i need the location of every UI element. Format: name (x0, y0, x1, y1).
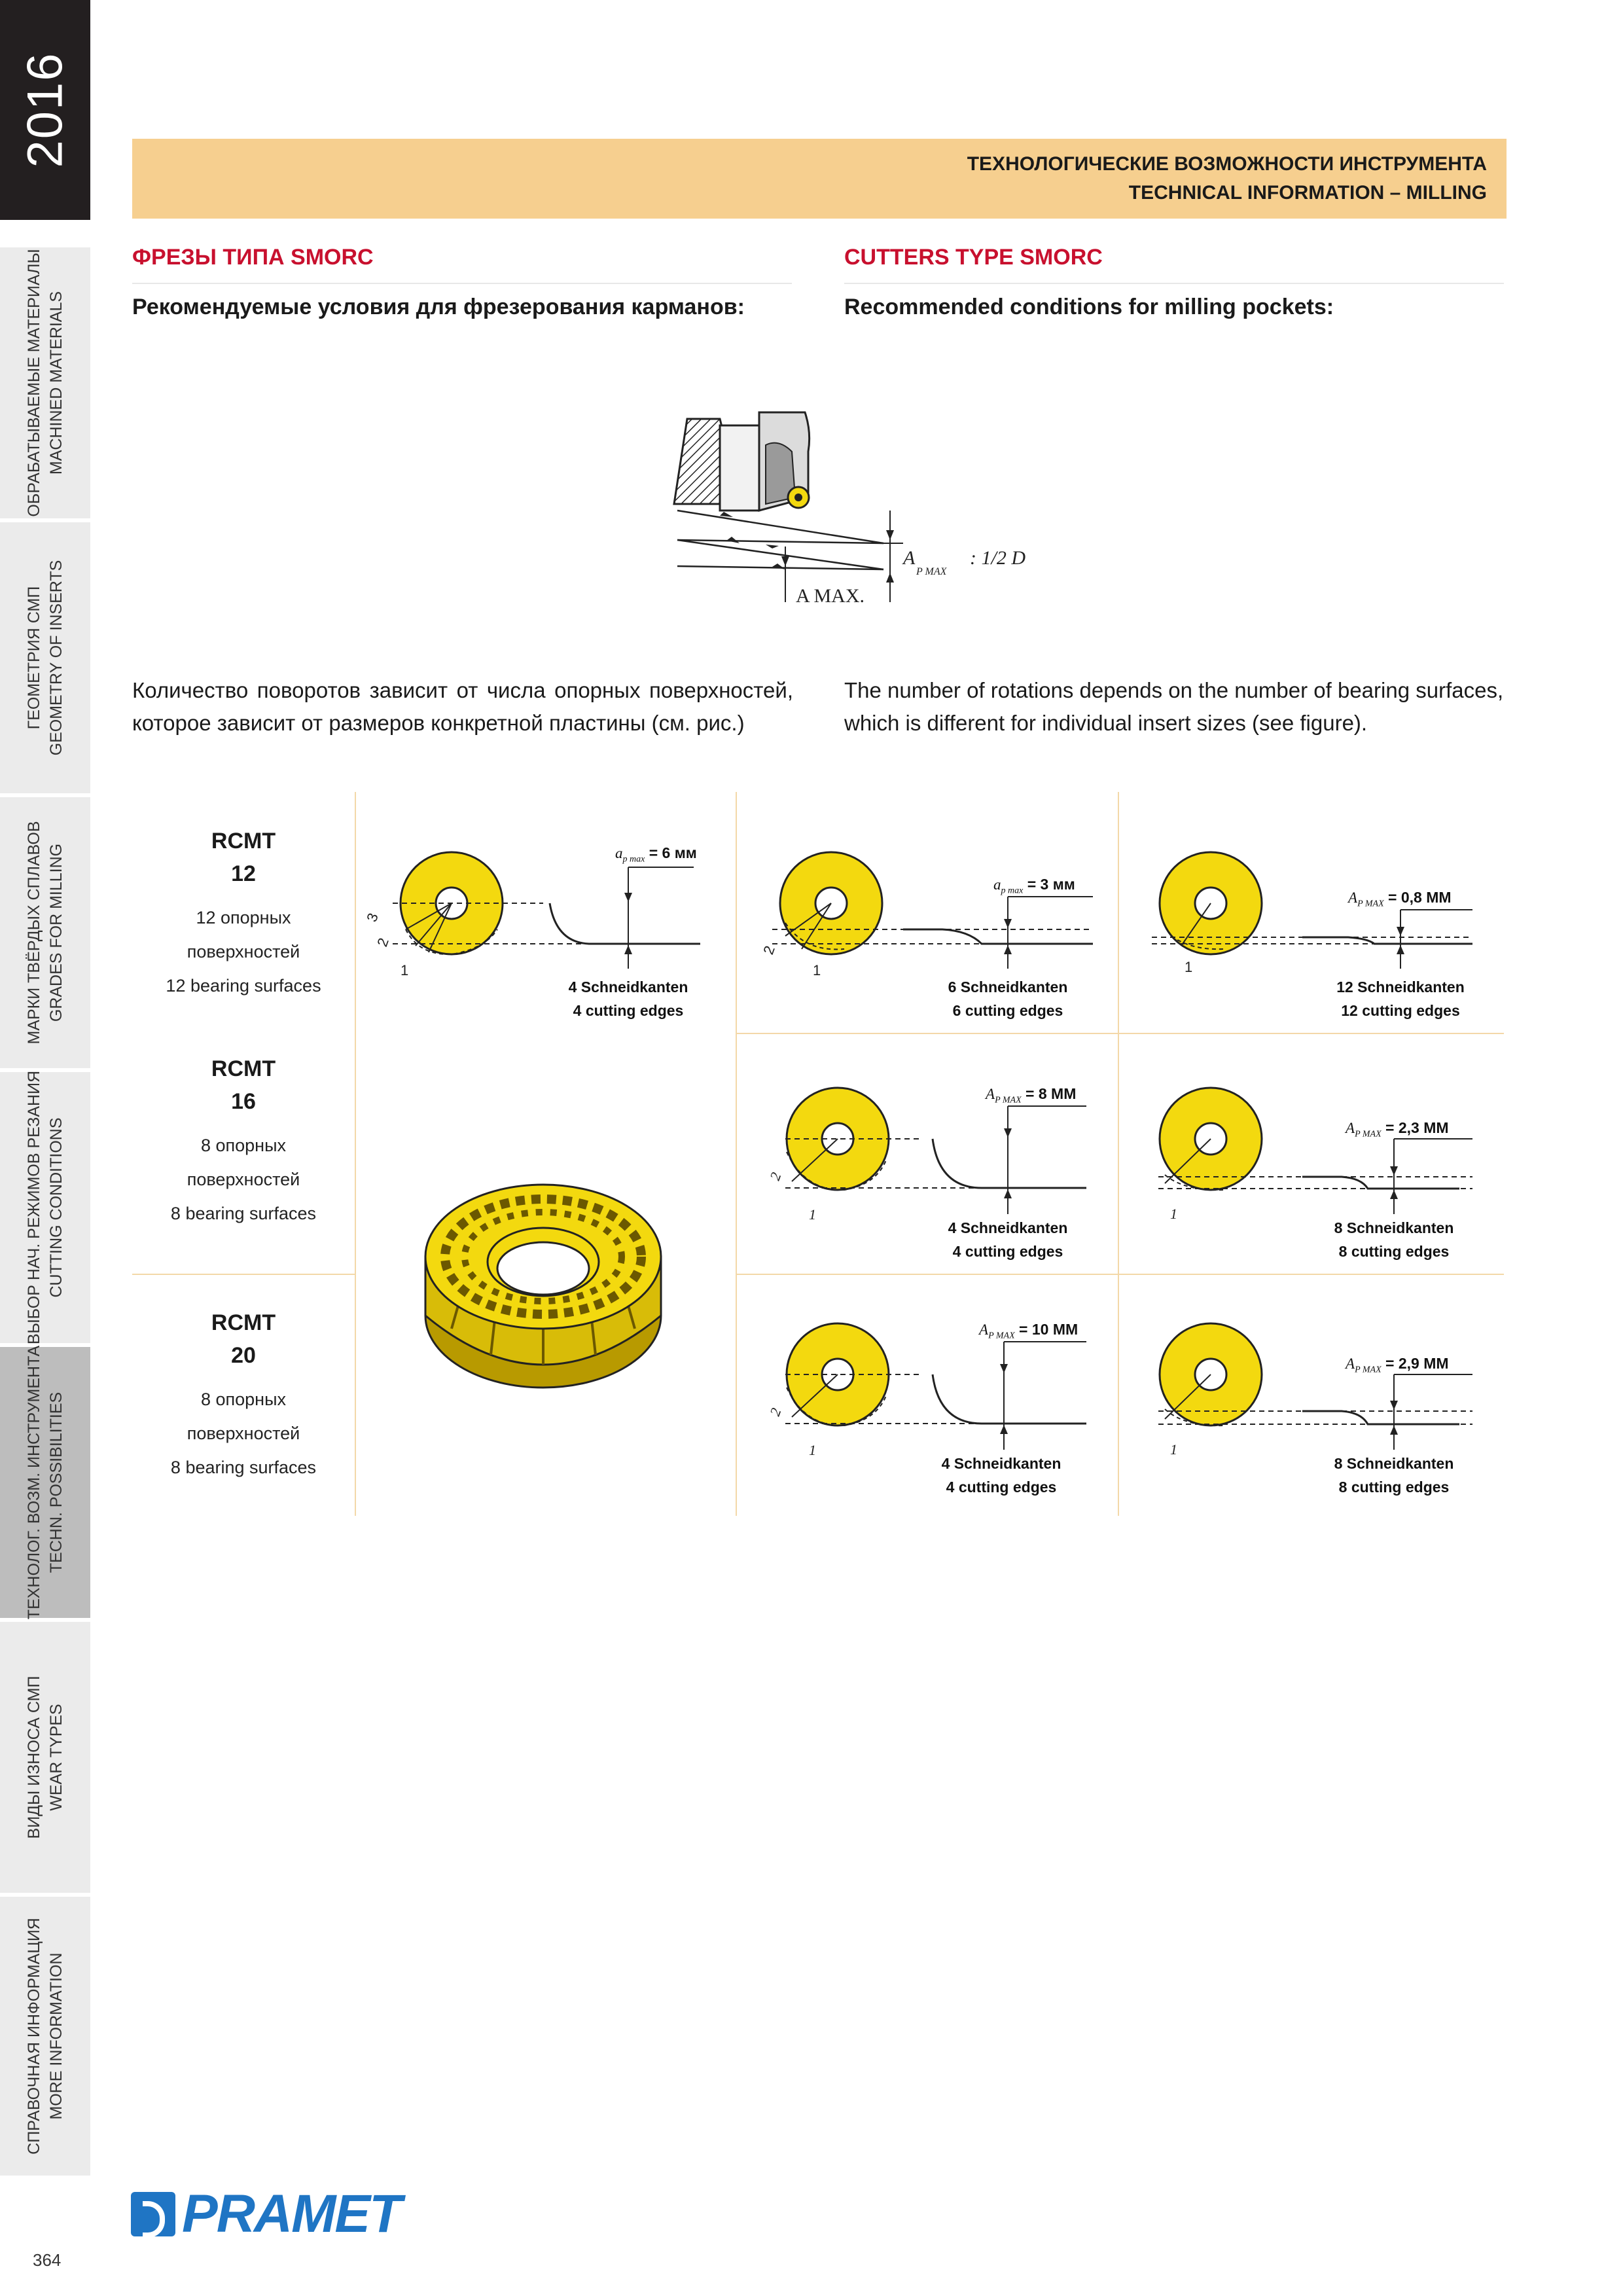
surface-mark: 2 (374, 935, 392, 949)
rcmt-insert-illustration (412, 1152, 674, 1394)
insert-code: RCMT (211, 1310, 276, 1335)
ap-max-value: $A_{P MAX} = 2,9$ MM (1346, 1355, 1449, 1375)
insert-size: 16 (231, 1089, 256, 1114)
tab-label-en: MACHINED MATERIALS (47, 291, 65, 475)
surface-mark: 3 (363, 910, 382, 924)
tab-label-en: TECHN. POSSIBILITIES (47, 1391, 65, 1573)
insert-cell (1126, 1302, 1492, 1496)
tab-cutting-conditions[interactable] (0, 1072, 90, 1347)
ap-max-label: A (903, 547, 916, 569)
insert-cell (746, 1302, 1113, 1496)
insert-cell (746, 1067, 1113, 1260)
row-label-rcmt20 (132, 1306, 355, 1484)
tab-label-en: WEAR TYPES (47, 1704, 65, 1811)
section-title-ru: ФРЕЗЫ ТИПА SMORC (132, 245, 374, 270)
year-label: 2016 (17, 52, 73, 168)
bearing-desc: 8 опорных поверхностей 8 bearing surfaces (170, 1136, 317, 1223)
row-label-rcmt12 (132, 825, 355, 1003)
tab-machined-materials[interactable] (0, 247, 90, 522)
table-divider (736, 792, 737, 1516)
ap-max-value: $a_{p max} = 6$ мм (615, 844, 697, 865)
surface-mark: 2 (766, 1405, 785, 1418)
surface-mark: 1 (1170, 1206, 1177, 1222)
insert-cell (1126, 838, 1492, 1019)
insert-cell (1126, 1067, 1492, 1260)
tab-label-ru: ОБРАБАТЫВАЕМЫЕ МАТЕРИАЛЫ (25, 249, 43, 517)
table-divider (1118, 792, 1119, 1516)
tab-label-ru: ГЕОМЕТРИЯ СМП (25, 586, 43, 730)
tab-geometry-of-inserts[interactable] (0, 522, 90, 797)
bearing-desc: 8 опорных поверхностей 8 bearing surfaces (170, 1390, 317, 1477)
surface-mark: 1 (809, 1442, 816, 1458)
surface-mark: 1 (1170, 1441, 1177, 1458)
insert-size: 12 (231, 861, 256, 886)
row-label-rcmt16 (132, 1052, 355, 1230)
bearing-desc: 12 опорных поверхностей 12 bearing surfaces (166, 908, 321, 996)
tab-label-ru: ТЕХНОЛОГ. ВОЗМ. ИНСТРУМЕНТА (25, 1345, 43, 1620)
a-max-label: A MAX. (796, 585, 865, 607)
tab-label-en: GEOMETRY OF INSERTS (47, 560, 65, 756)
sidebar (0, 0, 90, 2179)
ap-max-value: $a_{p max} = 3$ мм (993, 876, 1075, 896)
cutting-edges-label: 6 Schneidkanten 6 cutting edges (948, 978, 1068, 1019)
pramet-logo-text: PRAMET (182, 2184, 401, 2244)
pramet-logo[interactable] (131, 2186, 401, 2242)
cutting-edges-label: 4 Schneidkanten 4 cutting edges (941, 1455, 1061, 1496)
table-divider (132, 1274, 355, 1275)
insert-cell (363, 838, 720, 1019)
ap-max-value: $A_{P MAX} = 0,8$ MM (1348, 889, 1452, 909)
surface-mark: 1 (809, 1206, 816, 1223)
year-tab (0, 0, 90, 220)
cutting-edges-label: 4 Schneidkanten 4 cutting edges (568, 978, 688, 1019)
tab-wear-types[interactable] (0, 1622, 90, 1897)
subtitle-ru: Рекомендуемые условия для фрезерования карманов: (132, 295, 745, 319)
cutting-edges-label: 4 Schneidkanten 4 cutting edges (948, 1219, 1068, 1260)
tab-label-ru: ВЫБОР НАЧ. РЕЖИМОВ РЕЗАНИЯ (25, 1070, 43, 1345)
title-divider-left (132, 283, 792, 284)
page-number: 364 (33, 2250, 62, 2270)
table-divider (736, 1033, 1504, 1034)
tab-label-en: CUTTING CONDITIONS (47, 1117, 65, 1298)
header-title-en: TECHNICAL INFORMATION – MILLING (1128, 182, 1487, 204)
section-title-en: CUTTERS TYPE SMORC (844, 245, 1103, 270)
tab-label-en: GRADES FOR MILLING (47, 843, 65, 1022)
surface-mark: 1 (1185, 959, 1193, 975)
tab-more-information[interactable] (0, 1897, 90, 2179)
header-title-ru: ТЕХНОЛОГИЧЕСКИЕ ВОЗМОЖНОСТИ ИНСТРУМЕНТА (967, 153, 1487, 175)
pocket-milling-diagram (668, 406, 1086, 622)
section-header (132, 139, 1507, 219)
cutting-edges-label: 12 Schneidkanten 12 cutting edges (1336, 978, 1465, 1019)
cutting-edges-label: 8 Schneidkanten 8 cutting edges (1334, 1455, 1454, 1496)
pramet-logo-icon (131, 2192, 175, 2236)
surface-mark: 2 (760, 943, 778, 957)
insert-code: RCMT (211, 829, 276, 853)
surface-mark: 2 (766, 1170, 785, 1183)
tab-label-ru: ВИДЫ ИЗНОСА СМП (25, 1676, 43, 1839)
insert-size: 20 (231, 1343, 256, 1368)
title-divider-right (844, 283, 1504, 284)
tab-grades-for-milling[interactable] (0, 797, 90, 1072)
paragraph-ru: Количество поворотов зависит от числа опорных поверхностей, которое зависит от размеров конкретной пластины (см. рис.) (132, 678, 793, 735)
ap-max-value: $A_{P MAX} = 10$ MM (979, 1321, 1079, 1341)
insert-code: RCMT (211, 1056, 276, 1081)
subtitle-en: Recommended conditions for milling pockets: (844, 295, 1334, 319)
ap-max-value: $A_{P MAX} = 8$ MM (986, 1085, 1077, 1105)
ap-max-sub: P MAX (916, 566, 947, 577)
ap-max-value: $A_{P MAX} = 2,3$ MM (1346, 1119, 1449, 1139)
insert-cell (746, 838, 1113, 1019)
cutting-edges-label: 8 Schneidkanten 8 cutting edges (1334, 1219, 1454, 1260)
tab-label-en: MORE INFORMATION (47, 1952, 65, 2120)
surface-mark: 1 (813, 962, 821, 978)
table-divider (355, 792, 356, 1516)
ap-max-value: : 1/2 D (970, 547, 1026, 569)
tab-label-ru: МАРКИ ТВЁРДЫХ СПЛАВОВ (25, 821, 43, 1045)
table-divider (736, 1274, 1504, 1275)
tab-label-ru: СПРАВОЧНАЯ ИНФОРМАЦИЯ (25, 1918, 43, 2155)
surface-mark: 1 (401, 962, 409, 978)
tab-techn-possibilities[interactable] (0, 1347, 90, 1622)
paragraph-en: The number of rotations depends on the number of bearing surfaces, which is different for individual insert sizes (see figure). (844, 678, 1504, 735)
